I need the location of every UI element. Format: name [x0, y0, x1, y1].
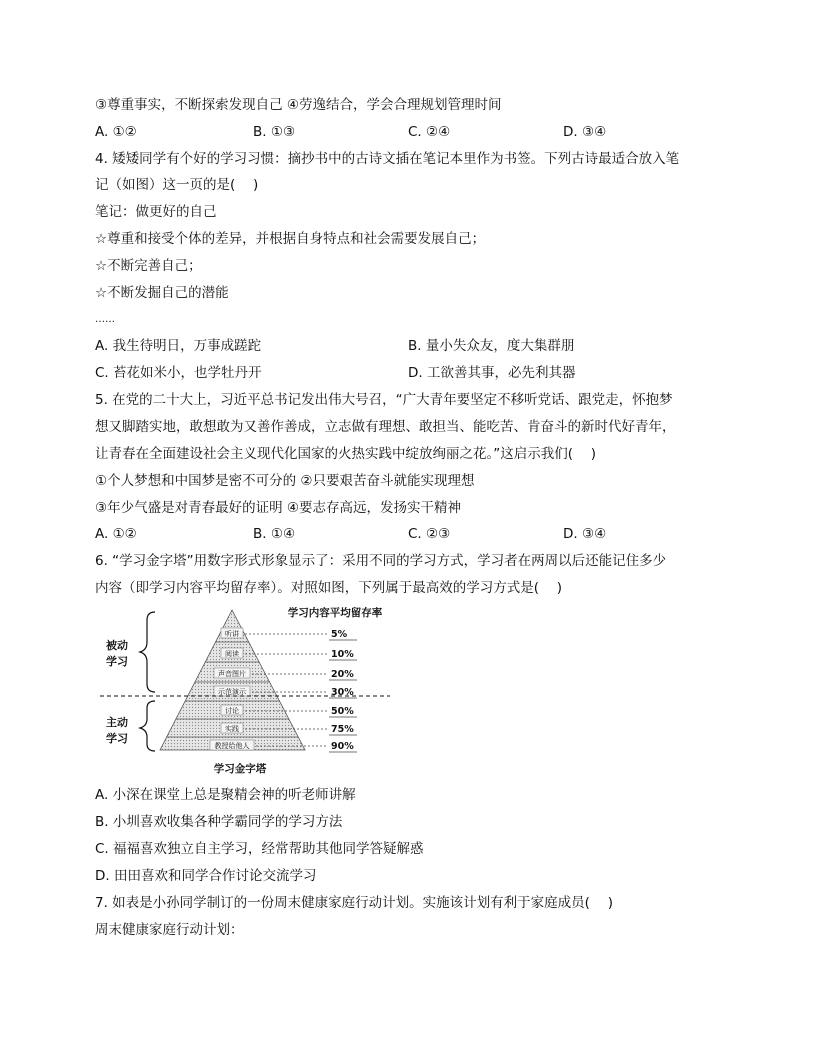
active-brace: [140, 701, 155, 751]
q4-option-c: C. 苔花如米小，也学牡丹开: [95, 365, 262, 381]
q5-option-b: B. ①④: [253, 526, 296, 542]
q6-stem-line1: 6. “学习金字塔”用数字形式形象显示了：采用不同的学习方式，学习者在两周以后还能记住多少: [95, 553, 667, 569]
q3-option-c: C. ②④: [408, 124, 451, 140]
active-label-2: 学习: [106, 732, 128, 745]
pyramid-level-label: 声音图片: [218, 670, 246, 678]
q6-option-b: B. 小圳喜欢收集各种学霸同学的学习方法: [95, 814, 343, 830]
q3-option-a: A. ①②: [95, 124, 137, 140]
q7-stem: 7. 如表是小孙同学制订的一份周末健康家庭行动计划。实施该计划有利于家庭成员( ): [95, 895, 613, 911]
pyramid-retention-rate: 75%: [331, 724, 354, 735]
pyramid-level-label: 示范演示: [218, 688, 246, 696]
q6-option-a: A. 小深在课堂上总是聚精会神的听老师讲解: [95, 787, 356, 803]
pyramid-retention-rate: 20%: [331, 669, 354, 680]
q4-option-b: B. 量小失众友，度大集群朋: [408, 338, 575, 354]
q4-stem-line1: 4. 矮矮同学有个好的学习习惯：摘抄书中的古诗文插在笔记本里作为书签。下列古诗最适合放入笔: [95, 151, 680, 167]
pyramid-retention-rate: 10%: [331, 649, 354, 660]
passive-label-2: 学习: [106, 655, 128, 668]
pyramid-header: 学习内容平均留存率: [287, 607, 383, 619]
q5-stem-line3: 让青春在全面建设社会主义现代化国家的火热实践中绽放绚丽之花。”这启示我们( ): [95, 446, 597, 462]
q4-note-item: ☆不断发掘自己的潜能: [95, 285, 229, 301]
pyramid-level-label: 听讲: [225, 630, 239, 638]
q3-option-b: B. ①③: [253, 124, 296, 140]
q4-note-item: ☆不断完善自己；: [95, 258, 202, 274]
learning-pyramid-figure: [95, 604, 395, 782]
passive-label-1: 被动: [106, 639, 128, 652]
q6-option-c: C. 福福喜欢独立自主学习，经常帮助其他同学答疑解惑: [95, 841, 424, 857]
pyramid-retention-rate: 30%: [331, 687, 354, 698]
q5-option-c: C. ②③: [408, 526, 451, 542]
q6-option-d: D. 田田喜欢和同学合作讨论交流学习: [95, 868, 317, 884]
q4-note-title: 笔记：做更好的自己: [95, 204, 217, 220]
pyramid-retention-rate: 5%: [331, 629, 348, 640]
pyramid-caption: 学习金字塔: [213, 763, 267, 775]
q5-stem-line1: 5. 在党的二十大上，习近平总书记发出伟大号召，“广大青年要坚定不移听党话、跟党走，怀抱梦: [95, 392, 673, 408]
q5-stem-line2: 想又脚踏实地，敢想敢为又善作善成，立志做有理想、敢担当、能吃苦、肯奋斗的新时代好青年，: [95, 419, 676, 435]
pyramid-level-label: 阅读: [225, 650, 239, 658]
q4-note-item: ☆尊重和接受个体的差异，并根据自身特点和社会需要发展自己；: [95, 231, 486, 247]
pyramid-level-label: 实践: [225, 725, 239, 733]
q3-statement: ③尊重事实，不断探索发现自己 ④劳逸结合，学会合理规划管理时间: [95, 97, 502, 113]
q6-stem-line2: 内容（即学习内容平均留存率）。对照如图，下列属于最高效的学习方式是( ): [95, 580, 563, 596]
q5-statement1: ①个人梦想和中国梦是密不可分的 ②只要艰苦奋斗就能实现理想: [95, 473, 475, 489]
passive-brace: [140, 612, 155, 692]
q5-option-a: A. ①②: [95, 526, 137, 542]
active-label-1: 主动: [106, 716, 128, 729]
pyramid-retention-rate: 50%: [331, 706, 354, 717]
pyramid-retention-rate: 90%: [331, 741, 354, 752]
pyramid-level-label: 教授给他人: [214, 742, 250, 750]
q7-table-title: 周末健康家庭行动计划：: [95, 922, 244, 938]
q4-stem-line2: 记（如图）这一页的是( ): [95, 177, 259, 193]
q5-option-d: D. ③④: [563, 526, 607, 542]
q5-statement2: ③年少气盛是对青春最好的证明 ④要志存高远，发扬实干精神: [95, 500, 461, 516]
pyramid-level-label: 讨论: [225, 707, 239, 715]
learning-pyramid-svg: [95, 604, 395, 782]
q4-ellipsis: ……: [95, 314, 115, 325]
q3-option-d: D. ③④: [563, 124, 607, 140]
q4-option-a: A. 我生待明日，万事成蹉跎: [95, 338, 262, 354]
q4-option-d: D. 工欲善其事，必先利其器: [408, 365, 576, 381]
